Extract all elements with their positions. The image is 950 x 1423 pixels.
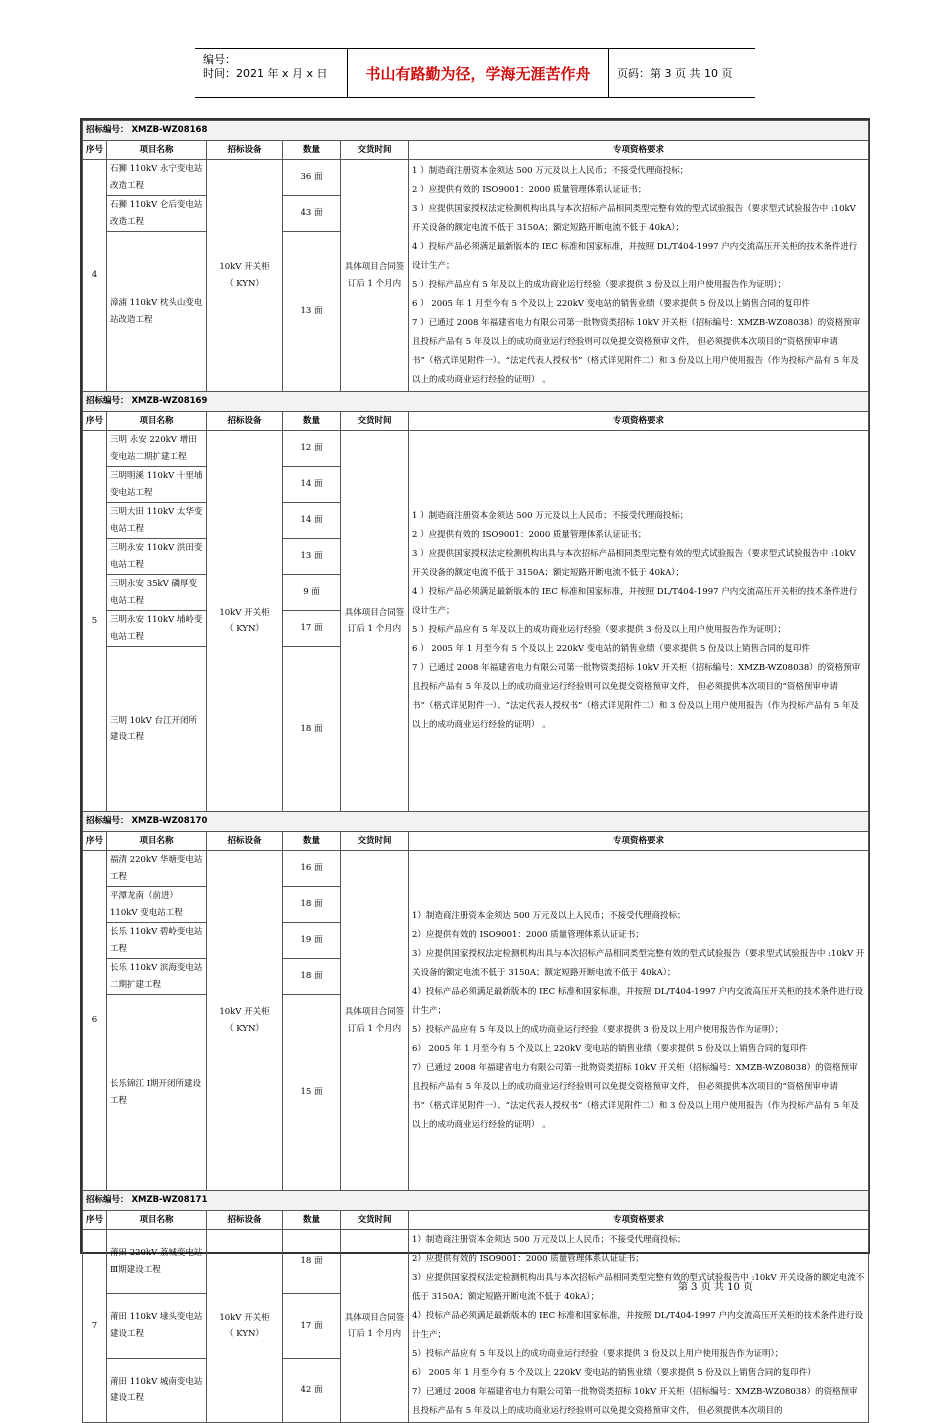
- header-meta: [195, 49, 348, 97]
- header-quantity: 数量: [283, 1210, 341, 1230]
- tender-code: 招标编号： XMZB-WZ08170: [83, 812, 869, 832]
- project-name: 三明永安 110kV 埔岭变电站工程: [107, 611, 207, 647]
- delivery-cell: 具体项目合同签订后 1 个月内: [341, 1230, 409, 1423]
- quantity-cell: 43 面: [283, 196, 341, 232]
- requirement-item: 2）应提供有效的 ISO9001：2000 质量管理体系认证证书；: [412, 1254, 644, 1264]
- header-quantity: 数量: [283, 411, 341, 431]
- seq-cell: 6: [83, 851, 107, 1191]
- tender-table: [82, 120, 869, 1423]
- header-motto: 书山有路勤为径，学海无涯苦作舟: [348, 49, 609, 97]
- project-name: 三明 永安 220kV 增田变电站二期扩建工程: [107, 431, 207, 467]
- requirement-item: 4 ）投标产品必须满足最新版本的 IEC 标准和国家标准，并按照 DL/T404-1997 户内交流高压开关柜的技术条件进行设计生产；: [412, 587, 858, 616]
- tender-code: 招标编号： XMZB-WZ08168: [83, 121, 869, 141]
- delivery-cell: 具体项目合同签订后 1 个月内: [341, 851, 409, 1191]
- requirement-item: 7）已通过 2008 年福建省电力有限公司第一批物资类招标 10kV 开关柜（招标编号：XMZB-WZ08038）的资格预审且投标产品有 5 年及以上的成功商业运行经验则可以免提交资格预审文件， 但必须提供本次项目的“资格预审申请书”（格式详见附件一）、“法定代表人授权书”（格式详见附件二）和 3 份及以上用户使用报告（作为投标产品有 5 年及以上的成功商业运行经验的证明） 。: [412, 1062, 859, 1130]
- requirement-item: 4 ）投标产品必须满足最新版本的 IEC 标准和国家标准，并按照 DL/T404-1997 户内交流高压开关柜的技术条件进行设计生产；: [412, 241, 858, 271]
- table-row: [83, 160, 869, 196]
- header-equipment: 招标设备: [207, 1210, 283, 1230]
- header-seq: 序号: [83, 140, 107, 160]
- header-quantity: 数量: [283, 831, 341, 851]
- header-seq: 序号: [83, 831, 107, 851]
- requirement-item: 1 ）制造商注册资本金须达 500 万元及以上人民币；不接受代理商投标；: [412, 511, 689, 521]
- table-row: [83, 431, 869, 467]
- page-header: [195, 48, 755, 98]
- project-name: 三明永安 35kV 磷厚变电站工程: [107, 575, 207, 611]
- header-requirements: 专项资格要求: [409, 411, 869, 431]
- project-name: 长乐锦江 Ⅰ期开闭所建设工程: [107, 995, 207, 1191]
- column-header-row: [83, 1210, 869, 1230]
- header-seq: 序号: [83, 1210, 107, 1230]
- requirement-item: 5）投标产品应有 5 年及以上的成功商业运行经验（要求提供 3 份及以上用户使用报告作为证明）；: [412, 1349, 784, 1359]
- header-requirements: 专项资格要求: [409, 831, 869, 851]
- header-requirements: 专项资格要求: [409, 140, 869, 160]
- header-project: 项目名称: [107, 411, 207, 431]
- quantity-cell: 17 面: [283, 1294, 341, 1358]
- quantity-cell: 42 面: [283, 1358, 341, 1422]
- project-name: 莆田 220kV 荔城变电站Ⅲ期建设工程: [107, 1230, 207, 1294]
- tender-code-row: [83, 392, 869, 412]
- table-row: [83, 851, 869, 887]
- tender-code: 招标编号： XMZB-WZ08171: [83, 1191, 869, 1211]
- seq-cell: 4: [83, 160, 107, 392]
- requirement-item: 2 ）应提供有效的 ISO9001：2000 质量管理体系认证证书；: [412, 530, 647, 540]
- requirement-item: 2）应提供有效的 ISO9001：2000 质量管理体系认证证书；: [412, 929, 644, 940]
- requirement-item: 6） 2005 年 1 月至今有 5 个及以上 220kV 变电站的销售业绩（要求提供 5 份及以上销售合同的复印件: [412, 1043, 808, 1054]
- requirements-cell: [409, 431, 869, 812]
- header-project: 项目名称: [107, 1210, 207, 1230]
- project-name: 三明明溪 110kV 十里埔变电站工程: [107, 467, 207, 503]
- header-equipment: 招标设备: [207, 140, 283, 160]
- equipment-cell: 10kV 开关柜 （ KYN）: [207, 1230, 283, 1423]
- quantity-cell: 13 面: [283, 232, 341, 392]
- requirement-item: 3 ）应提供国家授权法定检测机构出具与本次招标产品相同类型完整有效的型式试验报告（要求型式试验报告中 :10kV 开关设备的额定电流不低于 3150A；额定短路开断电流不低于 40kA）；: [412, 203, 856, 233]
- header-requirements: 专项资格要求: [409, 1210, 869, 1230]
- header-project: 项目名称: [107, 831, 207, 851]
- requirement-item: 3 ）应提供国家授权法定检测机构出具与本次招标产品相同类型完整有效的型式试验报告（要求型式试验报告中 :10kV 开关设备的额定电流不低于 3150A；额定短路开断电流不低于 40kA）；: [412, 549, 856, 578]
- delivery-cell: 具体项目合同签订后 1 个月内: [341, 431, 409, 812]
- quantity-cell: 18 面: [283, 1230, 341, 1294]
- tender-code: 招标编号： XMZB-WZ08169: [83, 392, 869, 412]
- requirement-item: 5）投标产品应有 5 年及以上的成功商业运行经验（要求提供 3 份及以上用户使用报告作为证明）；: [412, 1024, 784, 1035]
- requirement-item: 1 ）制造商注册资本金须达 500 万元及以上人民币；不接受代理商投标；: [412, 165, 689, 176]
- header-delivery: 交货时间: [341, 831, 409, 851]
- requirement-item: 2 ）应提供有效的 ISO9001：2000 质量管理体系认证证书；: [412, 184, 647, 195]
- seq-cell: 5: [83, 431, 107, 812]
- doc-no-label: 编号：: [203, 53, 236, 66]
- requirement-item: 4）投标产品必须满足最新版本的 IEC 标准和国家标准，并按照 DL/T404-1997 户内交流高压开关柜的技术条件进行设计生产；: [412, 1311, 864, 1340]
- seq-cell: 7: [83, 1230, 107, 1423]
- quantity-cell: 9 面: [283, 575, 341, 611]
- requirement-item: 5 ）投标产品应有 5 年及以上的成功商业运行经验（要求提供 3 份及以上用户使用报告作为证明）；: [412, 625, 786, 635]
- project-name: 平潭龙南（前进） 110kV 变电站工程: [107, 887, 207, 923]
- header-delivery: 交货时间: [341, 411, 409, 431]
- quantity-cell: 18 面: [283, 959, 341, 995]
- quantity-cell: 18 面: [283, 887, 341, 923]
- quantity-cell: 15 面: [283, 995, 341, 1191]
- quantity-cell: 14 面: [283, 503, 341, 539]
- requirements-cell: [409, 160, 869, 392]
- requirement-item: 3）应提供国家授权法定检测机构出具与本次招标产品相同类型完整有效的型式试验报告（要求型式试验报告中 :10kV 开关设备的额定电流不低于 3150A；额定短路开断电流不低于 40kA）；: [412, 948, 865, 978]
- header-equipment: 招标设备: [207, 411, 283, 431]
- requirement-item: 7）已通过 2008 年福建省电力有限公司第一批物资类招标 10kV 开关柜（招标编号：XMZB-WZ08038）的资格预审且投标产品有 5 年及以上的成功商业运行经验则可以免提交资格预审文件， 但必须提供本次项目的: [412, 1387, 858, 1416]
- time-label: 时间：2021 年 x 月 x 日: [203, 67, 328, 80]
- quantity-cell: 13 面: [283, 539, 341, 575]
- project-name: 石狮 110kV 仑后变电站改造工程: [107, 196, 207, 232]
- project-name: 石狮 110kV 永宁变电站改造工程: [107, 160, 207, 196]
- quantity-cell: 18 面: [283, 647, 341, 812]
- column-header-row: [83, 140, 869, 160]
- header-seq: 序号: [83, 411, 107, 431]
- quantity-cell: 36 面: [283, 160, 341, 196]
- header-delivery: 交货时间: [341, 140, 409, 160]
- quantity-cell: 14 面: [283, 467, 341, 503]
- header-equipment: 招标设备: [207, 831, 283, 851]
- requirement-item: 7 ）已通过 2008 年福建省电力有限公司第一批物资类招标 10kV 开关柜（招标编号：XMZB-WZ08038）的资格预审且投标产品有 5 年及以上的成功商业运行经验则可以免提交资格预审文件， 但必须提供本次项目的“资格预审申请书”（格式详见附件一）、“法定代表人授权书”（格式详见附件二）和 3 份及以上用户使用报告（作为投标产品有 5 年及以上的成功商业运行经验的证明） 。: [412, 317, 861, 385]
- requirement-item: 4）投标产品必须满足最新版本的 IEC 标准和国家标准，并按照 DL/T404-1997 户内交流高压开关柜的技术条件进行设计生产；: [412, 986, 864, 1016]
- header-project: 项目名称: [107, 140, 207, 160]
- quantity-cell: 17 面: [283, 611, 341, 647]
- quantity-cell: 12 面: [283, 431, 341, 467]
- requirement-item: 6 ） 2005 年 1 月至今有 5 个及以上 220kV 变电站的销售业绩（要求提供 5 份及以上销售合同的复印件: [412, 644, 811, 654]
- equipment-cell: 10kV 开关柜 （ KYN）: [207, 431, 283, 812]
- quantity-cell: 19 面: [283, 923, 341, 959]
- requirements-cell: [409, 1230, 869, 1423]
- requirement-item: 6） 2005 年 1 月至今有 5 个及以上 220kV 变电站的销售业绩（要求提供 5 份及以上销售合同的复印件）: [412, 1368, 816, 1378]
- page-footer: 第 3 页 共 10 页: [678, 1282, 753, 1293]
- header-quantity: 数量: [283, 140, 341, 160]
- tender-code-row: [83, 121, 869, 141]
- tender-code-row: [83, 812, 869, 832]
- project-name: 长乐 110kV 滨海变电站二期扩建工程: [107, 959, 207, 995]
- delivery-cell: 具体项目合同签订后 1 个月内: [341, 160, 409, 392]
- tender-code-row: [83, 1191, 869, 1211]
- requirement-item: 5 ）投标产品应有 5 年及以上的成功商业运行经验（要求提供 3 份及以上用户使用报告作为证明）；: [412, 279, 786, 290]
- column-header-row: [83, 411, 869, 431]
- equipment-cell: 10kV 开关柜 （ KYN）: [207, 851, 283, 1191]
- requirement-item: 3）应提供国家授权法定检测机构出具与本次招标产品相同类型完整有效的型式试验报告中 :10kV 开关设备的额定电流不低于 3150A；额定短路开断电流不低于 40kA）；: [412, 1273, 865, 1302]
- project-name: 莆田 110kV 埭头变电站建设工程: [107, 1294, 207, 1358]
- project-name: 漳浦 110kV 枕头山变电站改造工程: [107, 232, 207, 392]
- equipment-cell: 10kV 开关柜 （ KYN）: [207, 160, 283, 392]
- requirement-item: 6 ） 2005 年 1 月至今有 5 个及以上 220kV 变电站的销售业绩（要求提供 5 份及以上销售合同的复印件: [412, 298, 811, 309]
- requirement-item: 1）制造商注册资本金须达 500 万元及以上人民币；不接受代理商投标；: [412, 910, 686, 921]
- project-name: 莆田 110kV 城南变电站建设工程: [107, 1358, 207, 1422]
- requirement-item: 1）制造商注册资本金须达 500 万元及以上人民币；不接受代理商投标；: [412, 1235, 686, 1245]
- project-name: 三明 10kV 台江开闭所建设工程: [107, 647, 207, 812]
- project-name: 福清 220kV 华塘变电站工程: [107, 851, 207, 887]
- header-delivery: 交货时间: [341, 1210, 409, 1230]
- project-name: 三明永安 110kV 洪田变电站工程: [107, 539, 207, 575]
- quantity-cell: 16 面: [283, 851, 341, 887]
- project-name: 三明大田 110kV 太华变电站工程: [107, 503, 207, 539]
- column-header-row: [83, 831, 869, 851]
- requirement-item: 7 ）已通过 2008 年福建省电力有限公司第一批物资类招标 10kV 开关柜（招标编号：XMZB-WZ08038）的资格预审且投标产品有 5 年及以上的成功商业运行经验则可以免提交资格预审文件， 但必须提供本次项目的“资格预审申请书”（格式详见附件一）、“法定代表人授权书”（格式详见附件二）和 3 份及以上用户使用报告（作为投标产品有 5 年及以上的成功商业运行经验的证明） 。: [412, 663, 861, 730]
- header-page-label: 页码：第 3 页 共 10 页: [617, 67, 733, 80]
- project-name: 长乐 110kV 碧岭变电站工程: [107, 923, 207, 959]
- requirements-cell: [409, 851, 869, 1191]
